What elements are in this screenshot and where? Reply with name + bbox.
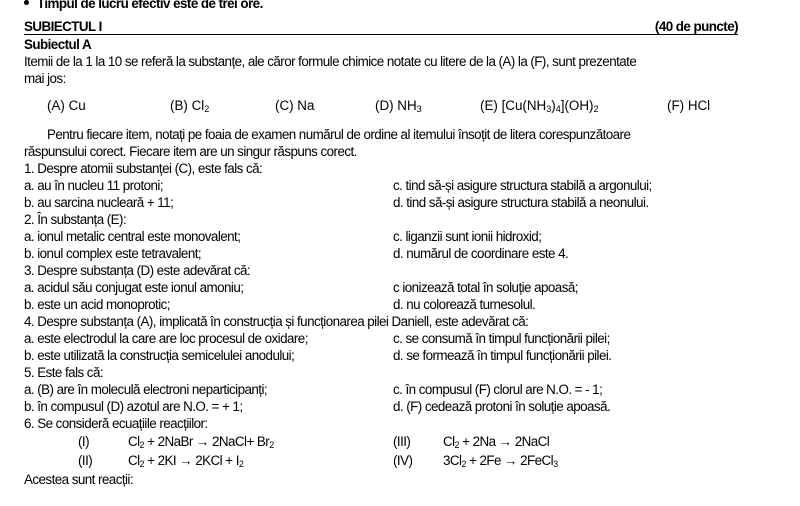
header-underline (24, 34, 738, 35)
item-4-option-c: c. se consumă în timpul funcționării pilei; (393, 331, 610, 346)
item-1-option-c: c. tind să-și asigure structura stabilă a argonului; (393, 178, 652, 193)
instructions-1: Pentru fiecare item, notați pe foaia de examen numărul de ordine al itemului însoțit de litera corespunzătoare (47, 127, 631, 142)
instructions-2: răspunsului corect. Fiecare item are un singur răspuns corect. (24, 144, 357, 159)
item-2-question: 2. În substanța (E): (24, 212, 127, 227)
item-3-option-d: d. nu colorează turnesolul. (393, 297, 536, 312)
item-3-option-c: c ionizează total în soluție apoasă; (393, 280, 578, 295)
item-6-continuation: Acestea sunt reacții: (24, 472, 134, 487)
item-4-option-b: b. este utilizată la construcția semicelulei anodului; (24, 348, 295, 363)
item-3-question: 3. Despre substanța (D) este adevărat că: (24, 263, 251, 278)
item-2-option-d: d. numărul de coordinare este 4. (393, 246, 569, 261)
item-1-option-a: a. au în nucleu 11 protoni; (24, 178, 164, 193)
item-2-option-c: c. liganzii sunt ionii hidroxid; (393, 229, 542, 244)
equation-1: $Cl_2$ + 2NaBr → 2NaCl+ $Br_2$ (128, 434, 274, 450)
item-4-option-d: d. se formează în timpul funcționării pilei. (393, 348, 612, 363)
section-a-intro-2: mai jos: (24, 71, 66, 86)
equation-1-number: (I) (78, 434, 89, 449)
formula-d: (D) $NH_3$ (375, 98, 422, 114)
item-1-option-b: b. au sarcina nucleară + 11; (24, 195, 174, 210)
item-2-option-a: a. ionul metalic central este monovalent; (24, 229, 241, 244)
time-note: Timpul de lucru efectiv este de trei ore. (24, 0, 263, 12)
equation-2-number: (II) (78, 453, 93, 468)
item-1-option-d: d. tind să-și asigure structura stabilă a neonului. (393, 195, 649, 210)
equation-2: $Cl_2 + 2KI \to 2KCl + I_2$ (128, 453, 244, 469)
item-3-option-a: a. acidul său conjugat este ionul amoniu; (24, 280, 244, 295)
item-4-option-a: a. este electrodul la care are loc procesul de oxidare; (24, 331, 308, 346)
equation-4-number: (IV) (393, 453, 413, 468)
item-5-option-a: a. (B) are în moleculă electroni neparticipanți; (24, 382, 268, 397)
item-3-option-b: b. este un acid monoprotic; (24, 297, 170, 312)
item-5-option-b: b. în compusul (D) azotul are N.O. = + 1; (24, 399, 243, 414)
equation-4: $3Cl_2 + 2Fe$ → 2FeCl$_3$ (443, 453, 558, 469)
item-5-option-c: c. în compusul (F) clorul are N.O. = - 1; (393, 382, 603, 397)
item-5-question: 5. Este fals că: (24, 365, 104, 380)
equation-3: $Cl_2 + 2Na$ → 2NaCl (443, 434, 550, 450)
subject-points: (40 de puncte) (654, 19, 738, 34)
formula-a: (A) Cu (47, 98, 86, 113)
item-4-question: 4. Despre substanța (A), implicată în construcția și funcționarea pilei Daniell, este adevărat că: (24, 314, 529, 329)
formula-c: (C) Na (275, 98, 315, 113)
item-1-question: 1. Despre atomii substanței (C), este fals că: (24, 161, 263, 176)
item-5-option-d: d. (F) cedează protoni în soluție apoasă. (393, 399, 611, 414)
subject-title: SUBIECTUL I (24, 19, 102, 34)
formula-e: (E) $[Cu(NH_3)_4](OH)_2$ (480, 98, 599, 114)
bullet-icon (24, 0, 29, 5)
section-a-intro-1: Itemii de la 1 la 10 se referă la substanțe, ale căror formule chimice notate cu litere de la (A) la (F), sunt prezentate (24, 54, 637, 69)
equation-3-number: (III) (393, 434, 411, 449)
item-6-question: 6. Se consideră ecuațiile reacțiilor: (24, 416, 208, 431)
formula-f: (F) HCl (667, 98, 711, 113)
section-a-title: Subiectul A (24, 37, 92, 52)
formula-b: (B) $Cl_2$ (170, 98, 210, 114)
subject-header (24, 19, 738, 35)
item-2-option-b: b. ionul complex este tetravalent; (24, 246, 202, 261)
